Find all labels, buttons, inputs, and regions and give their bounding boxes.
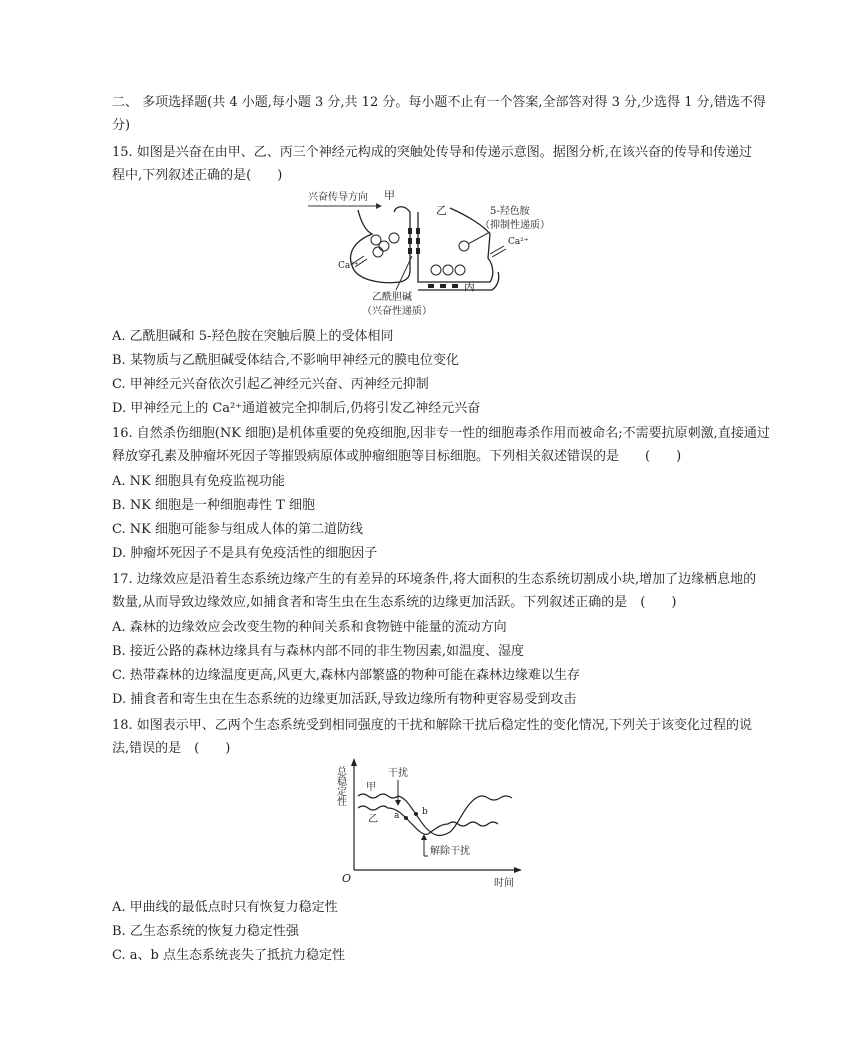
q16-option-c: C. NK 细胞可能参与组成人体的第二道防线 (112, 522, 363, 537)
q16-option-a: A. NK 细胞具有免疫监视功能 (112, 474, 285, 489)
x-axis-label: 时间 (494, 878, 514, 889)
serotonin-note: （抑制性递质） (480, 220, 550, 231)
point-b (414, 812, 418, 816)
curve-b-label: 乙 (368, 814, 378, 825)
ach-label: 乙酰胆碱 (372, 292, 412, 303)
vesicle (379, 241, 389, 251)
direction-arrowhead (376, 203, 382, 209)
direction-label: 兴奋传导方向 (308, 192, 368, 203)
neuron-c-label: 丙 (464, 280, 475, 293)
section-heading: 二、 多项选择题(共 4 小题,每小题 3 分,共 12 分。每小题不止有一个答案,全部答对得 3 分,少选得 1 分,错选不得 (112, 95, 766, 110)
q16-option-b: B. NK 细胞是一种细胞毒性 T 细胞 (112, 498, 315, 513)
question-18-stem-cont: 法,错误的是 ( ) (112, 741, 231, 756)
y-axis-label: 总稳定性 (334, 766, 346, 806)
vesicle (443, 265, 453, 275)
point-a-label: a (394, 811, 400, 821)
vesicle (455, 265, 465, 275)
q18-option-b: B. 乙生态系统的恢复力稳定性强 (112, 924, 299, 939)
curve-a-label: 甲 (366, 782, 376, 793)
ca-label-right: Ca²⁺ (508, 237, 529, 247)
release-label: 解除干扰 (430, 846, 470, 857)
ca-label-left: Ca²⁺ (338, 261, 359, 271)
q15-option-b: B. 某物质与乙酰胆碱受体结合,不影响甲神经元的膜电位变化 (112, 353, 459, 368)
q15-option-d: D. 甲神经元上的 Ca²⁺通道被完全抑制后,仍将引发乙神经元兴奋 (112, 401, 481, 416)
point-a (404, 816, 408, 820)
neuron-a-terminal (351, 207, 410, 283)
synapse-diagram (300, 186, 560, 320)
question-18-stem: 18. 如图表示甲、乙两个生态系统受到相同强度的干扰和解除干扰后稳定性的变化情况,下列关于该变化过程的说 (112, 718, 752, 733)
q18-option-c: C. a、b 点生态系统丧失了抵抗力稳定性 (112, 948, 345, 963)
stability-graph (336, 758, 526, 890)
question-15-stem: 15. 如图是兴奋在由甲、乙、丙三个神经元构成的突触处传导和传递示意图。据图分析,在该兴奋的传导和传递过 (112, 145, 752, 160)
vesicle (431, 265, 441, 275)
serotonin-label: 5-羟色胺 (490, 206, 530, 217)
disturb-label: 干扰 (388, 768, 408, 779)
q18-option-a: A. 甲曲线的最低点时只有恢复力稳定性 (112, 900, 338, 915)
section-heading-cont: 分) (112, 118, 131, 133)
neuron-b-label: 乙 (436, 204, 447, 217)
neuron-a-label: 甲 (384, 189, 395, 202)
vesicle (459, 241, 469, 251)
q17-option-b: B. 接近公路的森林边缘具有与森林内部不同的非生物因素,如温度、湿度 (112, 644, 524, 659)
q17-option-a: A. 森林的边缘效应会改变生物的种间关系和食物链中能量的流动方向 (112, 620, 507, 635)
q17-option-c: C. 热带森林的边缘温度更高,风更大,森林内部繁盛的物种可能在森林边缘难以生存 (112, 668, 581, 683)
q15-option-c: C. 甲神经元兴奋依次引起乙神经元兴奋、丙神经元抑制 (112, 377, 429, 392)
q15-option-a: A. 乙酰胆碱和 5-羟色胺在突触后膜上的受体相同 (112, 329, 394, 344)
question-17-stem: 17. 边缘效应是沿着生态系统边缘产生的有差异的环境条件,将大面积的生态系统切割成小块,增加了边缘栖息地的 (112, 572, 757, 587)
vesicle (373, 247, 383, 257)
question-17-stem-cont: 数量,从而导致边缘效应,如捕食者和寄生虫在生态系统的边缘更加活跃。下列叙述正确的是 ( ) (112, 595, 677, 610)
origin-label: O (342, 872, 352, 885)
point-b-label: b (422, 807, 428, 817)
question-16-stem: 16. 自然杀伤细胞(NK 细胞)是机体重要的免疫细胞,因非专一性的细胞毒杀作用而被命名;不需要抗原刺激,直接通过 (112, 426, 770, 441)
ach-note: （兴奋性递质） (362, 306, 432, 317)
q16-option-d: D. 肿瘤坏死因子不是具有免疫活性的细胞因子 (112, 546, 378, 561)
question-15-stem-cont: 程中,下列叙述正确的是( ) (112, 168, 283, 183)
vesicle (389, 233, 399, 243)
question-16-stem-cont: 释放穿孔素及肿瘤坏死因子等摧毁病原体或肿瘤细胞等目标细胞。下列相关叙述错误的是 ( ) (112, 449, 682, 464)
q17-option-d: D. 捕食者和寄生虫在生态系统的边缘更加活跃,导致边缘所有物种更容易受到攻击 (112, 692, 577, 707)
